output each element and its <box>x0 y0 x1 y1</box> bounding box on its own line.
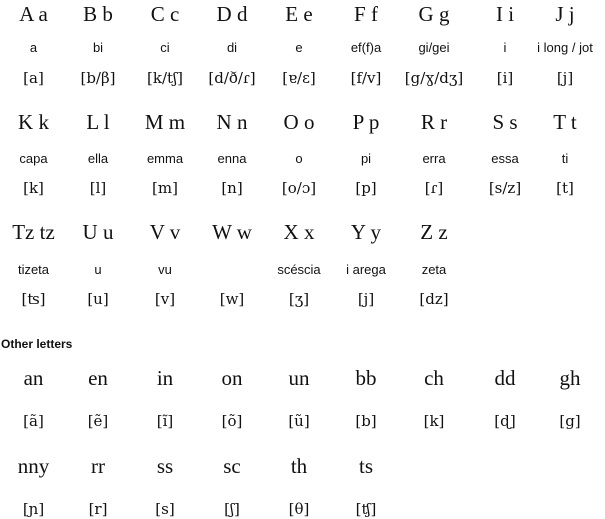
letter-name: i arega <box>346 262 386 277</box>
alphabet-letter: X x <box>283 220 315 244</box>
alphabet-letter: R r <box>420 110 448 134</box>
letter-pronunciation: [k/tʃ] <box>147 69 183 87</box>
alphabet-letter: U u <box>82 220 114 244</box>
alphabet-letter: E e <box>285 2 313 26</box>
letter-name: ti <box>561 151 569 166</box>
letter-name: emma <box>146 151 184 166</box>
other-letter: un <box>288 366 310 390</box>
other-letter-pronunciation: [s] <box>155 500 175 518</box>
letter-name: vu <box>158 262 172 277</box>
other-letter: dd <box>494 366 516 390</box>
alphabet-letter: L l <box>86 110 110 134</box>
letter-name: bi <box>92 40 104 55</box>
letter-name: pi <box>360 151 372 166</box>
letter-pronunciation: [o/ɔ] <box>281 179 317 197</box>
other-letter-pronunciation: [ɲ] <box>22 500 45 518</box>
letter-name: i long / jot <box>537 40 593 55</box>
alphabet-letter: K k <box>18 110 49 134</box>
letter-name: scéscia <box>277 262 321 277</box>
alphabet-letter: B b <box>83 2 113 26</box>
letter-pronunciation: [ʦ] <box>21 290 46 308</box>
letter-name: gi/gei <box>418 40 450 55</box>
letter-name: u <box>94 262 102 277</box>
letter-pronunciation: [m] <box>152 179 178 197</box>
alphabet-letter: N n <box>216 110 248 134</box>
alphabet-letter: J j <box>555 2 575 26</box>
other-letter-pronunciation: [ɖ] <box>494 412 516 430</box>
alphabet-letter: F f <box>354 2 378 26</box>
other-letter-pronunciation: [ĩ] <box>156 412 174 430</box>
letter-name: enna <box>217 151 247 166</box>
letter-pronunciation: [w] <box>219 290 245 308</box>
letter-pronunciation: [t] <box>556 179 574 197</box>
other-letter-pronunciation: [ã] <box>23 412 44 430</box>
other-letter-pronunciation: [ʧ] <box>355 500 377 518</box>
other-letter-pronunciation: [ẽ] <box>87 412 109 430</box>
other-letter: ts <box>358 454 373 478</box>
letter-name: ef(f)a <box>350 40 382 55</box>
letter-name: i <box>503 40 507 55</box>
letter-pronunciation: [j] <box>556 69 574 87</box>
letter-pronunciation: [s/z] <box>488 179 522 197</box>
letter-pronunciation: [f/v] <box>350 69 382 87</box>
other-letter-pronunciation: [g] <box>559 412 581 430</box>
other-letter: an <box>23 366 44 390</box>
other-letter: gh <box>559 366 581 390</box>
letter-pronunciation: [ʒ] <box>288 290 310 308</box>
letter-pronunciation: [d/ð/ɾ] <box>208 69 256 87</box>
alphabet-letter: Tz tz <box>12 220 55 244</box>
alphabet-letter: S s <box>492 110 518 134</box>
letter-pronunciation: [i] <box>496 69 514 87</box>
alphabet-letter: D d <box>216 2 248 26</box>
alphabet-letter: T t <box>553 110 577 134</box>
alphabet-letter: I i <box>495 2 515 26</box>
other-letter-pronunciation: [ũ] <box>288 412 310 430</box>
letter-pronunciation: [v] <box>154 290 176 308</box>
other-letter: in <box>156 366 174 390</box>
alphabet-letter: O o <box>283 110 315 134</box>
letter-pronunciation: [p] <box>355 179 377 197</box>
other-letter: on <box>221 366 243 390</box>
alphabet-letter: V v <box>149 220 181 244</box>
letter-name: a <box>29 40 38 55</box>
letter-name: capa <box>19 151 48 166</box>
letter-pronunciation: [u] <box>87 290 109 308</box>
other-letter-pronunciation: [k] <box>423 412 445 430</box>
letter-name: essa <box>491 151 519 166</box>
other-letter-pronunciation: [r] <box>88 500 108 518</box>
other-letter-pronunciation: [θ] <box>288 500 310 518</box>
letter-pronunciation: [b/β] <box>80 69 116 87</box>
letter-pronunciation: [k] <box>23 179 44 197</box>
other-letter: en <box>88 366 108 390</box>
letter-name: erra <box>422 151 446 166</box>
letter-name: tizeta <box>17 262 50 277</box>
letter-pronunciation: [l] <box>89 179 107 197</box>
letter-name: o <box>295 151 303 166</box>
other-letter: ch <box>424 366 444 390</box>
other-letter: sc <box>223 454 241 478</box>
alphabet-letter: A a <box>19 2 48 26</box>
alphabet-letter: Y y <box>350 220 382 244</box>
alphabet-letter: Z z <box>420 220 448 244</box>
alphabet-letter: C c <box>150 2 180 26</box>
letter-name: ci <box>160 40 170 55</box>
other-letters-heading: Other letters <box>1 337 73 351</box>
other-letter: ss <box>156 454 174 478</box>
letter-pronunciation: [j] <box>357 290 375 308</box>
letter-pronunciation: [ɾ] <box>424 179 444 197</box>
other-letter: th <box>290 454 308 478</box>
other-letter-pronunciation: [õ] <box>221 412 243 430</box>
letter-name <box>199 262 266 278</box>
alphabet-letter: P p <box>352 110 380 134</box>
letter-name: di <box>226 40 238 55</box>
other-letter-pronunciation: [b] <box>355 412 377 430</box>
letter-pronunciation: [a] <box>23 69 44 87</box>
letter-name: ella <box>87 151 109 166</box>
other-letter: rr <box>91 454 105 478</box>
letter-pronunciation: [dz] <box>419 290 449 308</box>
letter-name: e <box>295 40 303 55</box>
alphabet-letter: G g <box>418 2 450 26</box>
letter-pronunciation: [g/ɣ/dʒ] <box>404 69 464 87</box>
other-letter: nny <box>17 454 50 478</box>
letter-pronunciation: [n] <box>221 179 243 197</box>
other-letter-pronunciation: [ʃ] <box>224 500 240 518</box>
other-letter: bb <box>355 366 377 390</box>
alphabet-letter: M m <box>144 110 186 134</box>
letter-pronunciation: [ɐ/ɛ] <box>282 69 316 87</box>
letter-name: zeta <box>421 262 447 277</box>
alphabet-letter: W w <box>212 220 252 244</box>
